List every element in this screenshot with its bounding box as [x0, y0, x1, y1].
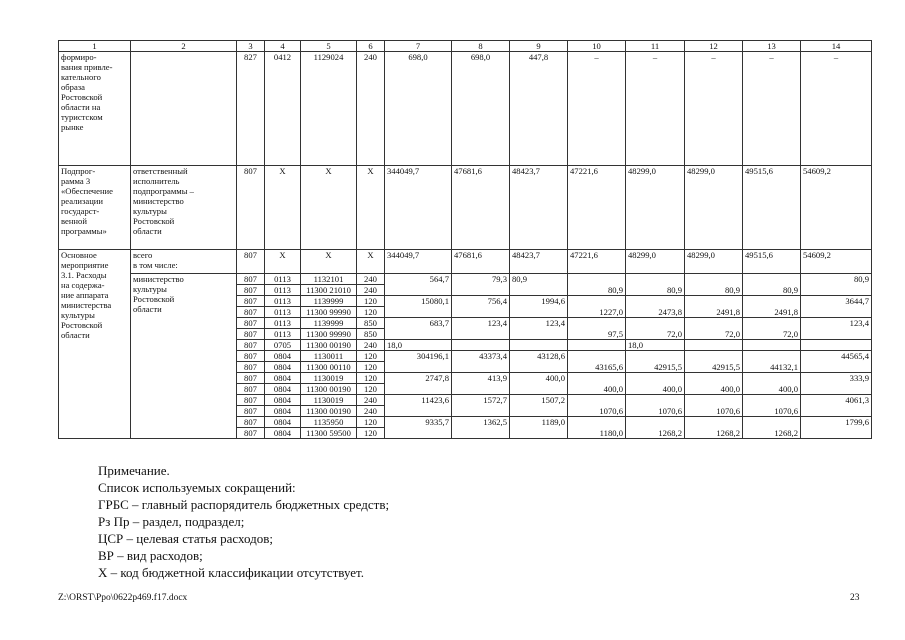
value-cell: 1268,2	[743, 417, 801, 439]
value-cell: 15080,1	[385, 296, 452, 318]
csr-cell: 1129024	[301, 52, 357, 166]
vr-cell: Х	[357, 166, 385, 250]
value-cell: 42915,5	[626, 351, 685, 373]
value-cell: 72,0	[743, 318, 801, 340]
budget-table	[58, 40, 872, 439]
value-cell: –	[626, 52, 685, 166]
vr-cell: 850	[357, 318, 385, 329]
value-cell: 49515,6	[743, 250, 801, 274]
value-cell: 80,9	[685, 274, 743, 296]
value-cell: 2473,8	[626, 296, 685, 318]
grbs-cell: 807	[237, 340, 265, 351]
grbs-cell: 807	[237, 250, 265, 274]
csr-cell: 11300 59500	[301, 428, 357, 439]
csr-cell: 1139999	[301, 318, 357, 329]
value-cell: 123,4	[801, 318, 872, 340]
value-cell: 48423,7	[510, 250, 568, 274]
header-cell: 6	[357, 41, 385, 52]
csr-cell: 1130019	[301, 395, 357, 406]
value-cell	[685, 340, 743, 351]
rzpr-cell: 0804	[265, 362, 301, 373]
rzpr-cell: 0113	[265, 329, 301, 340]
rzpr-cell: 0804	[265, 428, 301, 439]
value-cell: 123,4	[452, 318, 510, 340]
value-cell	[801, 340, 872, 351]
csr-cell: 1130019	[301, 373, 357, 384]
notes-section	[98, 462, 389, 581]
value-cell: –	[801, 52, 872, 166]
table-row	[59, 274, 872, 285]
value-cell: 80,9	[743, 274, 801, 296]
value-cell: 48299,0	[626, 250, 685, 274]
value-cell: 1362,5	[452, 417, 510, 439]
value-cell: 48423,7	[510, 166, 568, 250]
vr-cell: 120	[357, 351, 385, 362]
rzpr-cell: 0804	[265, 406, 301, 417]
rzpr-cell: 0804	[265, 395, 301, 406]
value-cell: 54609,2	[801, 166, 872, 250]
value-cell: 2491,8	[743, 296, 801, 318]
rzpr-cell: 0804	[265, 417, 301, 428]
vr-cell: 120	[357, 417, 385, 428]
value-cell: 304196,1	[385, 351, 452, 373]
value-cell: 9335,7	[385, 417, 452, 439]
rzpr-cell: 0804	[265, 373, 301, 384]
value-cell: 11423,6	[385, 395, 452, 417]
notes-title: Примечание.	[98, 463, 170, 478]
vr-cell: 120	[357, 307, 385, 318]
value-cell: 1070,6	[743, 395, 801, 417]
grbs-cell: 807	[237, 351, 265, 362]
grbs-cell: 807	[237, 428, 265, 439]
table-row-measure-total	[59, 250, 872, 274]
value-cell: –	[685, 52, 743, 166]
rzpr-cell: Х	[265, 250, 301, 274]
value-cell: 344049,7	[385, 250, 452, 274]
row-responsible: министерство культуры Ростовской области	[131, 274, 237, 439]
row-name: формиро- вания привле- кательного образа Ростовской области на туристском рынке	[59, 52, 131, 166]
header-cell: 12	[685, 41, 743, 52]
notes-line: ЦСР – целевая статья расходов;	[98, 531, 273, 546]
row-name: Основное мероприятие 3.1. Расходы на содержа- ние аппарата министерства культуры Ростовской области	[59, 250, 131, 439]
rzpr-cell: 0113	[265, 274, 301, 285]
value-cell: 1268,2	[685, 417, 743, 439]
value-cell: 400,0	[626, 373, 685, 395]
header-cell: 8	[452, 41, 510, 52]
header-cell: 7	[385, 41, 452, 52]
value-cell: 1189,0	[510, 417, 568, 439]
value-cell: 400,0	[685, 373, 743, 395]
value-cell: 47681,6	[452, 166, 510, 250]
value-cell: 400,0	[510, 373, 568, 395]
value-cell	[510, 340, 568, 351]
vr-cell: 240	[357, 52, 385, 166]
value-cell: 80,9	[510, 274, 568, 296]
value-cell: 698,0	[385, 52, 452, 166]
grbs-cell: 807	[237, 285, 265, 296]
value-cell: 43373,4	[452, 351, 510, 373]
value-cell: 1227,0	[568, 296, 626, 318]
vr-cell: 240	[357, 340, 385, 351]
grbs-cell: 807	[237, 362, 265, 373]
rzpr-cell: 0113	[265, 318, 301, 329]
header-cell: 14	[801, 41, 872, 52]
notes-line: ГРБС – главный распорядитель бюджетных средств;	[98, 497, 390, 512]
value-cell: 413,9	[452, 373, 510, 395]
vr-cell: 240	[357, 285, 385, 296]
value-cell: 47221,6	[568, 250, 626, 274]
csr-cell: 11300 00190	[301, 384, 357, 395]
value-cell: 123,4	[510, 318, 568, 340]
page-number: 23	[850, 593, 860, 603]
notes-line: ВР – вид расходов;	[98, 548, 203, 563]
header-cell: 2	[131, 41, 237, 52]
value-cell: 43165,6	[568, 351, 626, 373]
value-cell: 43128,6	[510, 351, 568, 373]
rzpr-cell: 0113	[265, 285, 301, 296]
table-row-subprogram	[59, 166, 872, 250]
value-cell: 44132,1	[743, 351, 801, 373]
header-cell: 1	[59, 41, 131, 52]
value-cell: 18,0	[385, 340, 452, 351]
grbs-cell: 807	[237, 329, 265, 340]
csr-cell: 11300 00190	[301, 406, 357, 417]
header-cell: 10	[568, 41, 626, 52]
header-cell: 5	[301, 41, 357, 52]
value-cell: –	[568, 52, 626, 166]
vr-cell: 850	[357, 329, 385, 340]
rzpr-cell: 0804	[265, 351, 301, 362]
vr-cell: 120	[357, 428, 385, 439]
value-cell: 72,0	[626, 318, 685, 340]
grbs-cell: 807	[237, 296, 265, 307]
value-cell: 1572,7	[452, 395, 510, 417]
csr-cell: 11300 99990	[301, 329, 357, 340]
value-cell: 698,0	[452, 52, 510, 166]
grbs-cell: 807	[237, 166, 265, 250]
value-cell: 1799,6	[801, 417, 872, 439]
value-cell	[452, 340, 510, 351]
notes-line: Х – код бюджетной классификации отсутствует.	[98, 565, 365, 580]
value-cell: 1070,6	[568, 395, 626, 417]
value-cell: 1180,0	[568, 417, 626, 439]
value-cell: 4061,3	[801, 395, 872, 417]
notes-line: Список используемых сокращений:	[98, 480, 296, 495]
grbs-cell: 807	[237, 417, 265, 428]
grbs-cell: 807	[237, 373, 265, 384]
value-cell: 42915,5	[685, 351, 743, 373]
value-cell: 49515,6	[743, 166, 801, 250]
value-cell: 1507,2	[510, 395, 568, 417]
value-cell: 97,5	[568, 318, 626, 340]
vr-cell: 240	[357, 395, 385, 406]
value-cell: 47681,6	[452, 250, 510, 274]
value-cell: –	[743, 52, 801, 166]
value-cell: 2747,8	[385, 373, 452, 395]
grbs-cell: 807	[237, 318, 265, 329]
vr-cell: Х	[357, 250, 385, 274]
value-cell: 1070,6	[626, 395, 685, 417]
header-cell: 11	[626, 41, 685, 52]
header-row	[59, 41, 872, 52]
rzpr-cell: 0113	[265, 296, 301, 307]
value-cell: 80,9	[801, 274, 872, 296]
value-cell: 1994,6	[510, 296, 568, 318]
notes-line: Рз Пр – раздел, подраздел;	[98, 514, 245, 529]
csr-cell: 11300 99990	[301, 307, 357, 318]
csr-cell: Х	[301, 166, 357, 250]
csr-cell: Х	[301, 250, 357, 274]
value-cell: 683,7	[385, 318, 452, 340]
value-cell: 18,0	[626, 340, 685, 351]
header-cell: 9	[510, 41, 568, 52]
header-cell: 4	[265, 41, 301, 52]
value-cell: 3644,7	[801, 296, 872, 318]
value-cell: 48299,0	[626, 166, 685, 250]
value-cell: 80,9	[626, 274, 685, 296]
vr-cell: 240	[357, 406, 385, 417]
row-responsible: всего в том числе:	[131, 250, 237, 274]
csr-cell: 1135950	[301, 417, 357, 428]
csr-cell: 11300 00110	[301, 362, 357, 373]
value-cell: 400,0	[743, 373, 801, 395]
value-cell: 44565,4	[801, 351, 872, 373]
value-cell: 72,0	[685, 318, 743, 340]
csr-cell: 1130011	[301, 351, 357, 362]
table-row-tourism	[59, 52, 872, 166]
rzpr-cell: Х	[265, 166, 301, 250]
grbs-cell: 807	[237, 395, 265, 406]
rzpr-cell: 0412	[265, 52, 301, 166]
grbs-cell: 807	[237, 406, 265, 417]
vr-cell: 120	[357, 362, 385, 373]
value-cell: 48299,0	[685, 250, 743, 274]
value-cell: 564,7	[385, 274, 452, 296]
value-cell: 79,3	[452, 274, 510, 296]
row-responsible	[131, 52, 237, 166]
value-cell: 447,8	[510, 52, 568, 166]
value-cell: 80,9	[568, 274, 626, 296]
rzpr-cell: 0705	[265, 340, 301, 351]
csr-cell: 1132101	[301, 274, 357, 285]
value-cell: 333,9	[801, 373, 872, 395]
value-cell: 54609,2	[801, 250, 872, 274]
value-cell: 2491,8	[685, 296, 743, 318]
grbs-cell: 807	[237, 274, 265, 285]
header-cell: 3	[237, 41, 265, 52]
value-cell	[743, 340, 801, 351]
row-name: Подпрог- рамма 3 «Обеспечение реализации государст- венной программы»	[59, 166, 131, 250]
csr-cell: 11300 00190	[301, 340, 357, 351]
grbs-cell: 807	[237, 307, 265, 318]
vr-cell: 120	[357, 384, 385, 395]
value-cell: 1268,2	[626, 417, 685, 439]
rzpr-cell: 0804	[265, 384, 301, 395]
vr-cell: 240	[357, 274, 385, 285]
csr-cell: 1139999	[301, 296, 357, 307]
grbs-cell: 827	[237, 52, 265, 166]
value-cell: 47221,6	[568, 166, 626, 250]
value-cell: 756,4	[452, 296, 510, 318]
value-cell	[568, 340, 626, 351]
row-responsible: ответственный исполнитель подпрограммы – министерство культуры Ростовской области	[131, 166, 237, 250]
rzpr-cell: 0113	[265, 307, 301, 318]
value-cell: 48299,0	[685, 166, 743, 250]
vr-cell: 120	[357, 373, 385, 384]
header-cell: 13	[743, 41, 801, 52]
csr-cell: 11300 21010	[301, 285, 357, 296]
value-cell: 400,0	[568, 373, 626, 395]
file-path: Z:\ORST\Ppo\0622p469.f17.docx	[58, 593, 188, 603]
value-cell: 1070,6	[685, 395, 743, 417]
vr-cell: 120	[357, 296, 385, 307]
value-cell: 344049,7	[385, 166, 452, 250]
grbs-cell: 807	[237, 384, 265, 395]
